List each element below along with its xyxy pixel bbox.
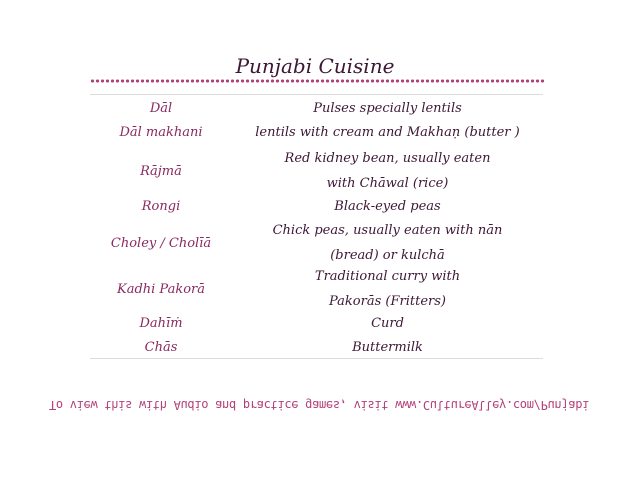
table-row [90,96,543,120]
table-row [90,264,543,314]
definition-line: (bread) or kulchā [330,248,445,263]
definition-line: Curd [371,315,404,331]
definition-line: with Chāwal (rice) [326,176,449,191]
term-cell: Dāl [149,100,173,116]
term-cell: Rājmā [140,163,182,179]
term-cell: Dāl makhani [119,124,203,140]
definition-cell [232,218,543,268]
definition-cell [232,264,543,314]
definition-cell [232,96,543,121]
term-cell: Dahīṁ [139,315,183,331]
term-cell: Choley / Cholīā [110,235,212,251]
table-row [90,120,543,144]
table-row [90,146,543,196]
table-row [90,194,543,218]
definition-line: Pakorās (Fritters) [329,294,446,309]
definition-line: Red kidney bean, usually eaten [284,151,491,166]
definition-cell [232,335,543,360]
definition-line: Pulses specially lentils [313,100,462,116]
table-row [90,218,543,268]
definition-line: lentils with cream and Makhaṇ (butter ) [255,124,520,140]
definition-line: Chick peas, usually eaten with nān [272,223,503,238]
definition-line: Black-eyed peas [334,198,441,214]
definition-cell [232,311,543,336]
table-row [90,311,543,335]
table-bottom-rule [90,358,543,359]
definition-cell [232,194,543,219]
definition-cell [232,146,543,196]
term-cell: Kadhi Pakorā [116,281,206,297]
definition-line: Traditional curry with [314,269,461,284]
dotted-divider [90,79,545,83]
term-cell: Rongi [141,198,181,214]
table-row [90,335,543,359]
page-title: Punjabi Cuisine [235,54,395,78]
definition-line: Buttermilk [352,339,423,355]
definition-cell [232,120,543,145]
term-cell: Chās [144,339,178,355]
footer-link-text[interactable]: To view this with Audio and practice games, visit www.CultureAlley.com/Punjabi [48,398,590,412]
